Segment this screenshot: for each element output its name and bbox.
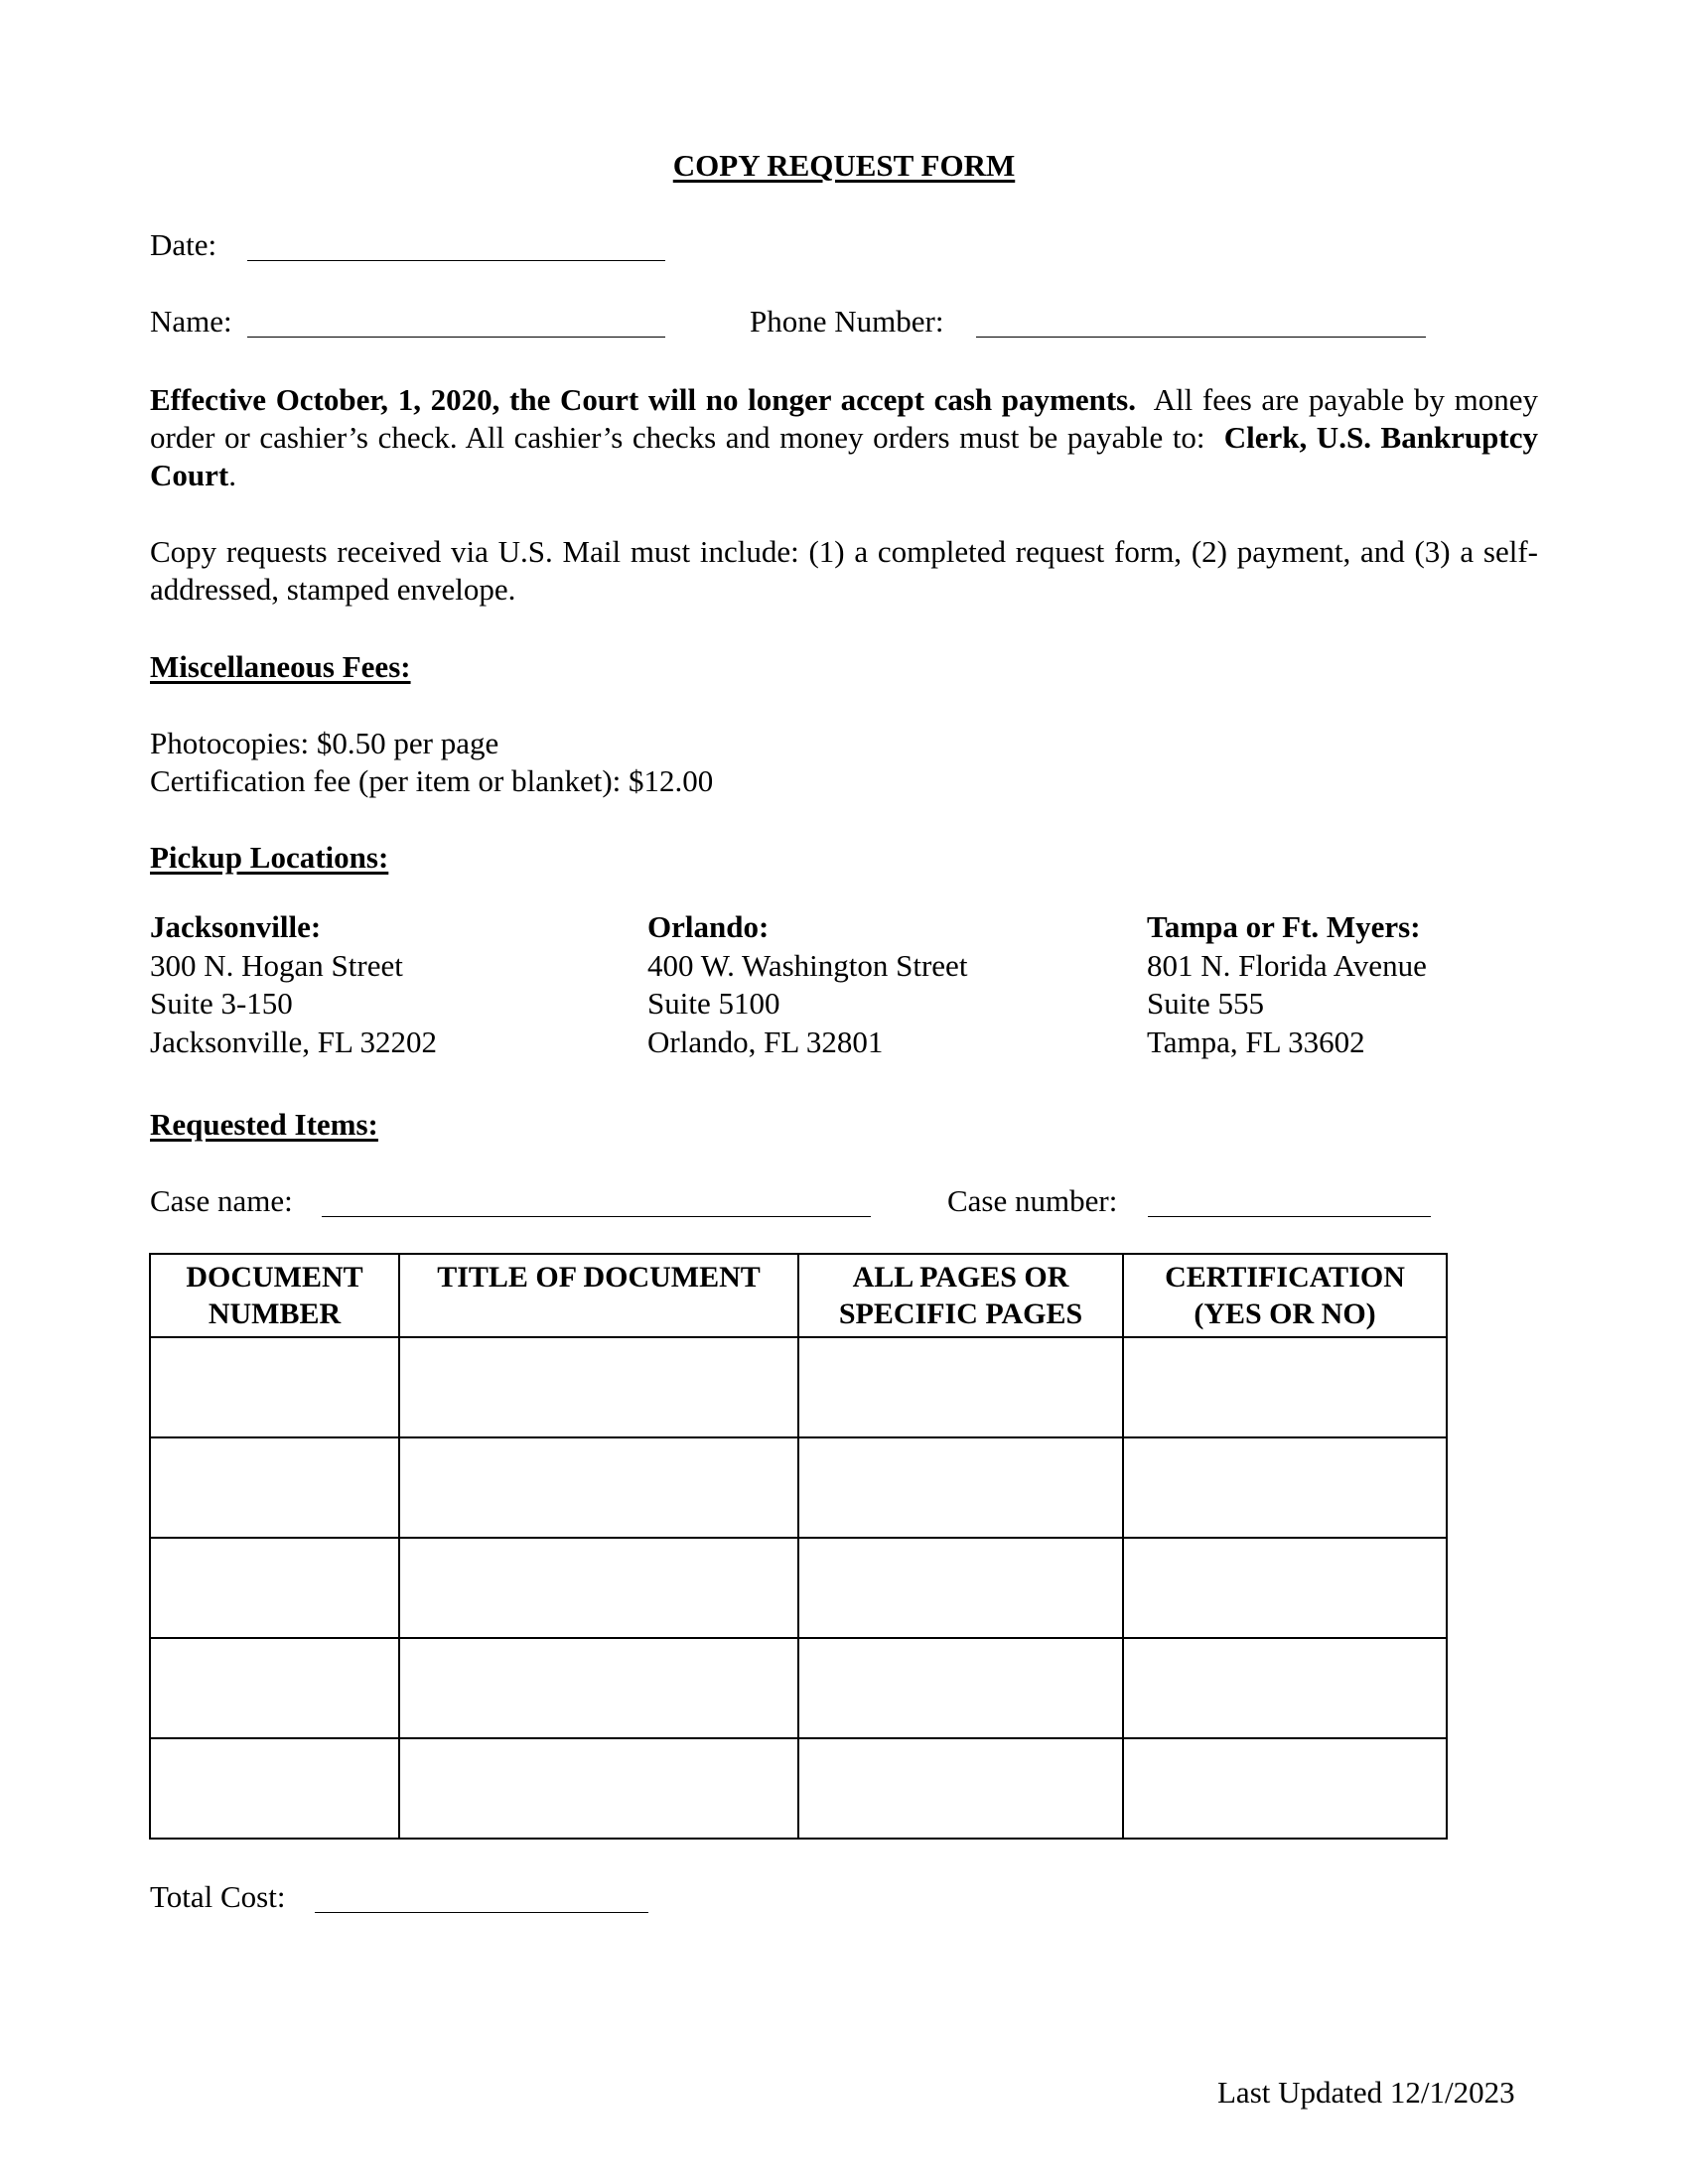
table-row [150,1337,1447,1437]
total-cost-field[interactable] [315,1912,648,1913]
requested-items-heading: Requested Items: [150,1107,378,1142]
header-line: ALL PAGES OR [852,1261,1069,1294]
pages-cell[interactable] [798,1538,1123,1638]
date-label: Date: [150,227,217,262]
certification-cell[interactable] [1123,1337,1447,1437]
header-line: DOCUMENT [186,1261,363,1294]
payment-notice-bold: Effective October, 1, 2020, the Court will no longer accept cash payments. [150,382,1136,417]
location-tampa [1147,908,1594,1061]
column-header-document-number [150,1254,399,1337]
header-line: CERTIFICATION [1165,1261,1405,1294]
table-row [150,1638,1447,1738]
table-row [150,1738,1447,1839]
location-street: 400 W. Washington Street [647,947,968,983]
document-title-cell[interactable] [399,1638,798,1738]
document-title-cell[interactable] [399,1738,798,1839]
column-header-certification [1123,1254,1447,1337]
table-row [150,1437,1447,1538]
location-city: Orlando, FL 32801 [647,1024,884,1059]
case-name-field[interactable] [322,1216,871,1217]
certification-cell[interactable] [1123,1437,1447,1538]
location-street: 801 N. Florida Avenue [1147,947,1427,983]
case-number-field[interactable] [1148,1216,1431,1217]
certification-cell[interactable] [1123,1538,1447,1638]
location-name: Jacksonville: [150,909,322,944]
column-header-title [399,1254,798,1337]
table-row [150,1538,1447,1638]
payment-notice [150,381,1538,494]
phone-label: Phone Number: [750,304,944,339]
location-name: Tampa or Ft. Myers: [1147,909,1421,944]
certification-fee: Certification fee (per item or blanket): $12.00 [150,763,714,798]
location-street: 300 N. Hogan Street [150,947,403,983]
location-jacksonville [150,908,597,1061]
certification-cell[interactable] [1123,1738,1447,1839]
page-title: COPY REQUEST FORM [672,148,1016,183]
name-label: Name: [150,304,232,339]
name-field[interactable] [247,337,665,338]
location-suite: Suite 555 [1147,986,1264,1021]
case-number-label: Case number: [947,1183,1118,1218]
header-line: NUMBER [208,1297,342,1330]
header-line: TITLE OF DOCUMENT [437,1261,761,1294]
payee-name: Clerk, U.S. Bankruptcy Court [150,420,1539,492]
table-header-row [150,1254,1447,1337]
phone-field[interactable] [976,337,1426,338]
document-title-cell[interactable] [399,1337,798,1437]
document-title-cell[interactable] [399,1538,798,1638]
document-number-cell[interactable] [150,1437,399,1538]
location-orlando [647,908,1094,1061]
pages-cell[interactable] [798,1638,1123,1738]
certification-cell[interactable] [1123,1638,1447,1738]
pickup-heading: Pickup Locations: [150,840,389,875]
column-header-pages [798,1254,1123,1337]
total-cost-label: Total Cost: [150,1879,286,1914]
payment-notice-period: . [228,458,236,492]
location-city: Tampa, FL 33602 [1147,1024,1365,1059]
photocopy-fee: Photocopies: $0.50 per page [150,726,499,760]
location-name: Orlando: [647,909,770,944]
location-suite: Suite 5100 [647,986,780,1021]
document-number-cell[interactable] [150,1337,399,1437]
misc-fees-heading: Miscellaneous Fees: [150,649,411,684]
document-number-cell[interactable] [150,1638,399,1738]
document-title-cell[interactable] [399,1437,798,1538]
mail-requirements: Copy requests received via U.S. Mail must include: (1) a completed request form, (2) payment, and (3) a self-addressed, stamped envelope. [150,534,1538,607]
document-number-cell[interactable] [150,1538,399,1638]
location-city: Jacksonville, FL 32202 [150,1024,438,1059]
case-name-label: Case name: [150,1183,293,1218]
header-line: (YES OR NO) [1194,1297,1376,1330]
location-suite: Suite 3-150 [150,986,293,1021]
pages-cell[interactable] [798,1738,1123,1839]
pages-cell[interactable] [798,1437,1123,1538]
header-line: SPECIFIC PAGES [838,1297,1083,1330]
date-field[interactable] [247,260,665,261]
requested-items-table [149,1253,1448,1840]
document-number-cell[interactable] [150,1738,399,1839]
last-updated: Last Updated 12/1/2023 [1217,2075,1515,2110]
pages-cell[interactable] [798,1337,1123,1437]
payment-notice-text: All fees are payable by money order or cashier’s check. All cashier’s checks and money orders must be payable to: [150,382,1538,455]
